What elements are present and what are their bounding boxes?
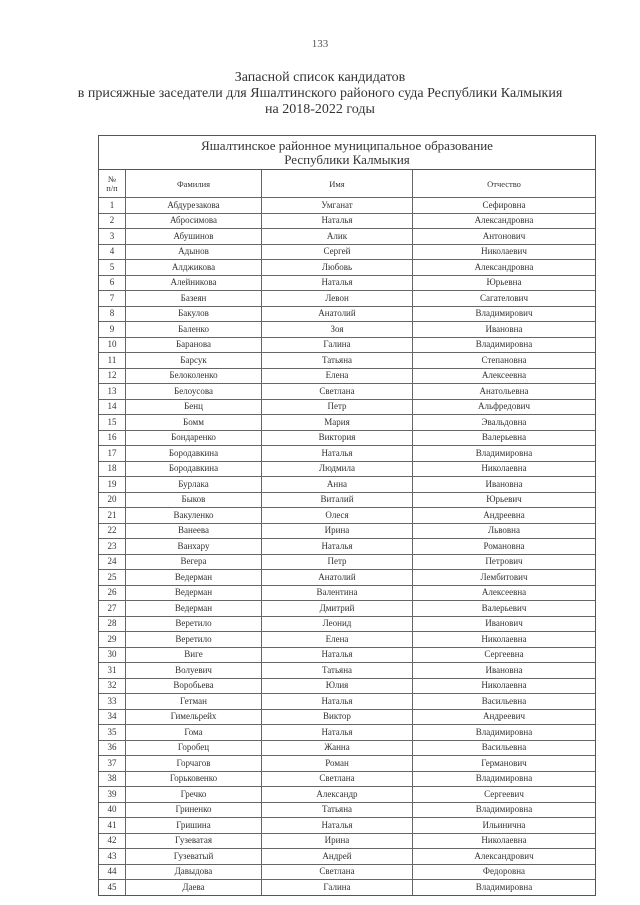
patronymic-cell: Владимировна xyxy=(413,446,596,462)
region-title-line-1: Яшалтинское районное муниципальное образование xyxy=(201,138,493,153)
row-number-cell: 36 xyxy=(99,740,126,756)
row-number-cell: 33 xyxy=(99,694,126,710)
first-name-cell: Наталья xyxy=(262,694,413,710)
row-number-cell: 14 xyxy=(99,399,126,415)
patronymic-cell: Романовна xyxy=(413,539,596,555)
first-name-cell: Алик xyxy=(262,229,413,245)
table-row xyxy=(99,570,595,586)
table-row xyxy=(99,213,595,229)
row-number-cell: 29 xyxy=(99,632,126,648)
patronymic-cell: Николаевна xyxy=(413,833,596,849)
last-name-cell: Гузеватый xyxy=(126,849,262,865)
first-name-cell: Виталий xyxy=(262,492,413,508)
patronymic-cell: Антонович xyxy=(413,229,596,245)
table-row xyxy=(99,198,595,214)
table-row xyxy=(99,399,595,415)
row-number-cell: 12 xyxy=(99,368,126,384)
first-name-cell: Наталья xyxy=(262,275,413,291)
patronymic-cell: Александровна xyxy=(413,213,596,229)
first-name-cell: Наталья xyxy=(262,213,413,229)
last-name-cell: Адынов xyxy=(126,244,262,260)
column-header-last-name: Фамилия xyxy=(126,170,262,198)
table-row xyxy=(99,818,595,834)
patronymic-cell: Андреевич xyxy=(413,709,596,725)
first-name-cell: Татьяна xyxy=(262,663,413,679)
row-number-cell: 10 xyxy=(99,337,126,353)
patronymic-cell: Николаевна xyxy=(413,632,596,648)
patronymic-cell: Сефировна xyxy=(413,198,596,214)
last-name-cell: Баленко xyxy=(126,322,262,338)
row-number-cell: 7 xyxy=(99,291,126,307)
row-number-cell: 8 xyxy=(99,306,126,322)
row-number-cell: 1 xyxy=(99,198,126,214)
patronymic-cell: Федоровна xyxy=(413,864,596,880)
last-name-cell: Бурлака xyxy=(126,477,262,493)
patronymic-cell: Владимирович xyxy=(413,306,596,322)
column-header-number xyxy=(99,170,126,198)
row-number-cell: 24 xyxy=(99,554,126,570)
patronymic-cell: Николаевна xyxy=(413,461,596,477)
last-name-cell: Ведерман xyxy=(126,601,262,617)
last-name-cell: Белоколенко xyxy=(126,368,262,384)
patronymic-cell: Владимировна xyxy=(413,802,596,818)
first-name-cell: Петр xyxy=(262,554,413,570)
row-number-cell: 13 xyxy=(99,384,126,400)
last-name-cell: Даева xyxy=(126,880,262,895)
table-row xyxy=(99,353,595,369)
last-name-cell: Вакуленко xyxy=(126,508,262,524)
last-name-cell: Гимельрейх xyxy=(126,709,262,725)
table-row xyxy=(99,678,595,694)
table-row xyxy=(99,461,595,477)
table-row xyxy=(99,694,595,710)
last-name-cell: Алейникова xyxy=(126,275,262,291)
heading-line-3: на 2018-2022 годы xyxy=(265,102,375,117)
table-row xyxy=(99,709,595,725)
patronymic-cell: Степановна xyxy=(413,353,596,369)
last-name-cell: Гриненко xyxy=(126,802,262,818)
last-name-cell: Бомм xyxy=(126,415,262,431)
row-number-cell: 17 xyxy=(99,446,126,462)
last-name-cell: Гома xyxy=(126,725,262,741)
patronymic-cell: Николаевна xyxy=(413,678,596,694)
last-name-cell: Абросимова xyxy=(126,213,262,229)
table-row xyxy=(99,554,595,570)
patronymic-cell: Сагателович xyxy=(413,291,596,307)
patronymic-cell: Петрович xyxy=(413,554,596,570)
table-row xyxy=(99,740,595,756)
table-row xyxy=(99,430,595,446)
first-name-cell: Наталья xyxy=(262,818,413,834)
table-row xyxy=(99,492,595,508)
first-name-cell: Жанна xyxy=(262,740,413,756)
first-name-cell: Любовь xyxy=(262,260,413,276)
patronymic-cell: Иванович xyxy=(413,616,596,632)
row-number-cell: 35 xyxy=(99,725,126,741)
row-number-cell: 20 xyxy=(99,492,126,508)
first-name-cell: Ирина xyxy=(262,833,413,849)
table-row xyxy=(99,415,595,431)
first-name-cell: Андрей xyxy=(262,849,413,865)
patronymic-cell: Владимировна xyxy=(413,337,596,353)
page-number: 133 xyxy=(311,38,329,50)
table-row xyxy=(99,523,595,539)
row-number-cell: 31 xyxy=(99,663,126,679)
row-number-cell: 4 xyxy=(99,244,126,260)
row-number-cell: 34 xyxy=(99,709,126,725)
first-name-cell: Наталья xyxy=(262,725,413,741)
candidate-list-table-frame xyxy=(98,135,596,896)
last-name-cell: Абдурезакова xyxy=(126,198,262,214)
last-name-cell: Гетман xyxy=(126,694,262,710)
first-name-cell: Олеся xyxy=(262,508,413,524)
row-number-cell: 28 xyxy=(99,616,126,632)
last-name-cell: Ванхару xyxy=(126,539,262,555)
table-row xyxy=(99,322,595,338)
patronymic-cell: Владимировна xyxy=(413,725,596,741)
first-name-cell: Наталья xyxy=(262,539,413,555)
last-name-cell: Быков xyxy=(126,492,262,508)
table-row xyxy=(99,291,595,307)
first-name-cell: Людмила xyxy=(262,461,413,477)
row-number-cell: 3 xyxy=(99,229,126,245)
table-row xyxy=(99,616,595,632)
table-row xyxy=(99,539,595,555)
first-name-cell: Татьяна xyxy=(262,353,413,369)
first-name-cell: Ирина xyxy=(262,523,413,539)
patronymic-cell: Лембитович xyxy=(413,570,596,586)
patronymic-cell: Сергеевич xyxy=(413,787,596,803)
row-number-cell: 19 xyxy=(99,477,126,493)
patronymic-cell: Алексеевна xyxy=(413,368,596,384)
first-name-cell: Светлана xyxy=(262,864,413,880)
row-number-cell: 39 xyxy=(99,787,126,803)
last-name-cell: Алджикова xyxy=(126,260,262,276)
patronymic-cell: Николаевич xyxy=(413,244,596,260)
row-number-cell: 26 xyxy=(99,585,126,601)
row-number-cell: 5 xyxy=(99,260,126,276)
row-number-cell: 30 xyxy=(99,647,126,663)
first-name-cell: Виктор xyxy=(262,709,413,725)
last-name-cell: Воробьева xyxy=(126,678,262,694)
row-number-cell: 16 xyxy=(99,430,126,446)
table-row xyxy=(99,244,595,260)
table-body xyxy=(99,198,595,895)
row-number-cell: 11 xyxy=(99,353,126,369)
table-row xyxy=(99,756,595,772)
last-name-cell: Ванеева xyxy=(126,523,262,539)
candidate-table xyxy=(99,170,595,895)
last-name-cell: Белоусова xyxy=(126,384,262,400)
first-name-cell: Наталья xyxy=(262,446,413,462)
last-name-cell: Гречко xyxy=(126,787,262,803)
patronymic-cell: Васильевна xyxy=(413,694,596,710)
first-name-cell: Светлана xyxy=(262,771,413,787)
patronymic-cell: Эвальдовна xyxy=(413,415,596,431)
patronymic-cell: Германович xyxy=(413,756,596,772)
row-number-cell: 32 xyxy=(99,678,126,694)
table-row xyxy=(99,275,595,291)
first-name-cell: Сергей xyxy=(262,244,413,260)
column-header-first-name: Имя xyxy=(262,170,413,198)
patronymic-cell: Александрович xyxy=(413,849,596,865)
first-name-cell: Светлана xyxy=(262,384,413,400)
table-row xyxy=(99,260,595,276)
patronymic-cell: Валерьевна xyxy=(413,430,596,446)
last-name-cell: Виге xyxy=(126,647,262,663)
table-row xyxy=(99,880,595,895)
table-row xyxy=(99,647,595,663)
last-name-cell: Бородавкина xyxy=(126,446,262,462)
last-name-cell: Горобец xyxy=(126,740,262,756)
last-name-cell: Бакулов xyxy=(126,306,262,322)
row-number-cell: 42 xyxy=(99,833,126,849)
first-name-cell: Анатолий xyxy=(262,306,413,322)
row-number-cell: 37 xyxy=(99,756,126,772)
first-name-cell: Александр xyxy=(262,787,413,803)
region-title xyxy=(99,136,595,170)
last-name-cell: Ведерман xyxy=(126,585,262,601)
table-row xyxy=(99,601,595,617)
region-title-line-2: Республики Калмыкия xyxy=(284,152,410,167)
column-header-patronymic: Отчество xyxy=(413,170,596,198)
row-number-cell: 45 xyxy=(99,880,126,895)
last-name-cell: Волуевич xyxy=(126,663,262,679)
patronymic-cell: Ивановна xyxy=(413,663,596,679)
first-name-cell: Елена xyxy=(262,368,413,384)
row-number-cell: 18 xyxy=(99,461,126,477)
first-name-cell: Дмитрий xyxy=(262,601,413,617)
column-header-number-line-1: № xyxy=(107,173,117,184)
first-name-cell: Леонид xyxy=(262,616,413,632)
table-row xyxy=(99,337,595,353)
patronymic-cell: Владимировна xyxy=(413,880,596,895)
patronymic-cell: Львовна xyxy=(413,523,596,539)
table-row xyxy=(99,802,595,818)
table-row xyxy=(99,833,595,849)
patronymic-cell: Валерьевич xyxy=(413,601,596,617)
row-number-cell: 43 xyxy=(99,849,126,865)
last-name-cell: Абушинов xyxy=(126,229,262,245)
patronymic-cell: Александровна xyxy=(413,260,596,276)
last-name-cell: Бородавкина xyxy=(126,461,262,477)
last-name-cell: Ведерман xyxy=(126,570,262,586)
row-number-cell: 21 xyxy=(99,508,126,524)
row-number-cell: 27 xyxy=(99,601,126,617)
row-number-cell: 25 xyxy=(99,570,126,586)
column-header-number-line-2: п/п xyxy=(106,182,118,193)
last-name-cell: Давыдова xyxy=(126,864,262,880)
table-row xyxy=(99,632,595,648)
table-row xyxy=(99,306,595,322)
first-name-cell: Зоя xyxy=(262,322,413,338)
row-number-cell: 9 xyxy=(99,322,126,338)
first-name-cell: Елена xyxy=(262,632,413,648)
heading-line-2: в присяжные заседатели для Яшалтинского районого суда Республики Калмыкия xyxy=(77,86,563,101)
first-name-cell: Юлия xyxy=(262,678,413,694)
table-row xyxy=(99,663,595,679)
first-name-cell: Галина xyxy=(262,880,413,895)
table-row xyxy=(99,229,595,245)
last-name-cell: Гришина xyxy=(126,818,262,834)
first-name-cell: Виктория xyxy=(262,430,413,446)
patronymic-cell: Васильевна xyxy=(413,740,596,756)
row-number-cell: 22 xyxy=(99,523,126,539)
first-name-cell: Галина xyxy=(262,337,413,353)
row-number-cell: 38 xyxy=(99,771,126,787)
patronymic-cell: Андреевна xyxy=(413,508,596,524)
table-row xyxy=(99,771,595,787)
first-name-cell: Умганат xyxy=(262,198,413,214)
table-row xyxy=(99,725,595,741)
last-name-cell: Веретило xyxy=(126,616,262,632)
patronymic-cell: Альфредович xyxy=(413,399,596,415)
first-name-cell: Валентина xyxy=(262,585,413,601)
last-name-cell: Вегера xyxy=(126,554,262,570)
last-name-cell: Базеян xyxy=(126,291,262,307)
first-name-cell: Мария xyxy=(262,415,413,431)
table-row xyxy=(99,446,595,462)
first-name-cell: Левон xyxy=(262,291,413,307)
patronymic-cell: Ивановна xyxy=(413,322,596,338)
patronymic-cell: Анатольевна xyxy=(413,384,596,400)
table-header-row xyxy=(99,170,595,198)
patronymic-cell: Алексеевна xyxy=(413,585,596,601)
row-number-cell: 44 xyxy=(99,864,126,880)
table-row xyxy=(99,477,595,493)
table-row xyxy=(99,508,595,524)
patronymic-cell: Юрьевна xyxy=(413,275,596,291)
document-heading xyxy=(60,70,580,118)
first-name-cell: Петр xyxy=(262,399,413,415)
first-name-cell: Татьяна xyxy=(262,802,413,818)
first-name-cell: Анна xyxy=(262,477,413,493)
row-number-cell: 41 xyxy=(99,818,126,834)
row-number-cell: 23 xyxy=(99,539,126,555)
table-row xyxy=(99,384,595,400)
patronymic-cell: Юрьевич xyxy=(413,492,596,508)
last-name-cell: Бондаренко xyxy=(126,430,262,446)
table-row xyxy=(99,849,595,865)
row-number-cell: 40 xyxy=(99,802,126,818)
row-number-cell: 15 xyxy=(99,415,126,431)
row-number-cell: 6 xyxy=(99,275,126,291)
last-name-cell: Бенц xyxy=(126,399,262,415)
last-name-cell: Баранова xyxy=(126,337,262,353)
first-name-cell: Анатолий xyxy=(262,570,413,586)
patronymic-cell: Сергеевна xyxy=(413,647,596,663)
last-name-cell: Горьковенко xyxy=(126,771,262,787)
last-name-cell: Горчагов xyxy=(126,756,262,772)
last-name-cell: Барсук xyxy=(126,353,262,369)
patronymic-cell: Ивановна xyxy=(413,477,596,493)
heading-line-1: Запасной список кандидатов xyxy=(234,70,406,85)
table-row xyxy=(99,368,595,384)
row-number-cell: 2 xyxy=(99,213,126,229)
last-name-cell: Гузеватая xyxy=(126,833,262,849)
first-name-cell: Наталья xyxy=(262,647,413,663)
table-row xyxy=(99,864,595,880)
table-row xyxy=(99,585,595,601)
table-row xyxy=(99,787,595,803)
last-name-cell: Веретило xyxy=(126,632,262,648)
patronymic-cell: Ильинична xyxy=(413,818,596,834)
first-name-cell: Роман xyxy=(262,756,413,772)
patronymic-cell: Владимировна xyxy=(413,771,596,787)
